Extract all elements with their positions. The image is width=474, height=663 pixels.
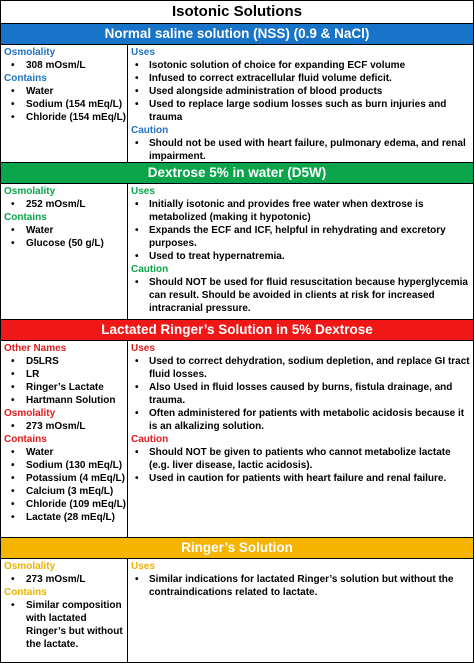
label-contains: Contains (4, 73, 47, 84)
list-item: • 273 mOsm/L (4, 420, 127, 433)
label-osmolality: Osmolality (4, 186, 56, 197)
label-contains: Contains (4, 434, 47, 445)
other-names-list (4, 355, 127, 407)
label-caution: Caution (131, 125, 169, 136)
osmolality-list (4, 420, 127, 433)
right-column (128, 341, 473, 537)
label-osmolality: Osmolality (4, 408, 56, 419)
label-uses: Uses (131, 343, 155, 354)
list-item: • Similar composition with lactated Ringer’s but without the lactate. (4, 599, 127, 651)
list-item: • Used alongside administration of blood products (131, 85, 470, 98)
right-column (128, 45, 473, 162)
list-item: • LR (4, 368, 127, 381)
list-item: • Isotonic solution of choice for expanding ECF volume (131, 59, 470, 72)
list-item: • Ringer’s Lactate (4, 381, 127, 394)
label-osmolality: Osmolality (4, 561, 56, 572)
label-uses: Uses (131, 47, 155, 58)
label-caution: Caution (131, 264, 169, 275)
list-item: • Used in caution for patients with heart failure and renal failure. (131, 472, 470, 485)
caution-list (131, 446, 470, 485)
section-body-d5lrs (1, 341, 473, 538)
right-column (128, 559, 473, 662)
label-caution: Caution (131, 434, 169, 445)
right-column (128, 184, 473, 319)
list-item: • Chloride (154 mEq/L) (4, 111, 127, 124)
caution-list (131, 137, 470, 163)
left-column (1, 559, 128, 662)
uses-list (131, 198, 470, 263)
document-title: Isotonic Solutions (1, 1, 473, 24)
list-item: • Water (4, 446, 127, 459)
osmolality-list (4, 573, 127, 586)
list-item: • Also Used in fluid losses caused by burns, fistula drainage, and trauma. (131, 381, 470, 407)
label-uses: Uses (131, 186, 155, 197)
label-osmolality: Osmolality (4, 47, 56, 58)
list-item: • Should not be used with heart failure, pulmonary edema, and renal impairment. (131, 137, 470, 163)
list-item: • 308 mOsm/L (4, 59, 127, 72)
list-item: • Infused to correct extracellular fluid volume deficit. (131, 72, 470, 85)
section-body-nss (1, 45, 473, 163)
contains-list (4, 224, 127, 250)
left-column (1, 184, 128, 319)
list-item: • Similar indications for lactated Ringer’s solution but without the contraindications related to lactate. (131, 573, 470, 599)
list-item: • Expands the ECF and ICF, helpful in rehydrating and excretory purposes. (131, 224, 470, 250)
label-uses: Uses (131, 561, 155, 572)
section-body-d5w (1, 184, 473, 320)
contains-list (4, 446, 127, 524)
section-header-ringers: Ringer’s Solution (1, 538, 473, 559)
list-item: • Hartmann Solution (4, 394, 127, 407)
list-item: • Calcium (3 mEq/L) (4, 485, 127, 498)
list-item: • Water (4, 85, 127, 98)
list-item: • 252 mOsm/L (4, 198, 127, 211)
section-header-d5lrs: Lactated Ringer’s Solution in 5% Dextrose (1, 320, 473, 341)
list-item: • D5LRS (4, 355, 127, 368)
section-header-nss: Normal saline solution (NSS) (0.9 & NaCl) (1, 24, 473, 45)
list-item: • Sodium (130 mEq/L) (4, 459, 127, 472)
caution-list (131, 276, 470, 315)
list-item: • Chloride (109 mEq/L) (4, 498, 127, 511)
uses-list (131, 355, 470, 433)
list-item: • Potassium (4 mEq/L) (4, 472, 127, 485)
list-item: • Should NOT be given to patients who cannot metabolize lactate (e.g. liver disease, lactic acidosis). (131, 446, 470, 472)
list-item: • Used to correct dehydration, sodium depletion, and replace GI tract fluid losses. (131, 355, 470, 381)
osmolality-list (4, 198, 127, 211)
list-item: • Initially isotonic and provides free water when dextrose is metabolized (making it hypotonic) (131, 198, 470, 224)
label-contains: Contains (4, 587, 47, 598)
left-column (1, 341, 128, 537)
label-contains: Contains (4, 212, 47, 223)
section-header-d5w: Dextrose 5% in water (D5W) (1, 163, 473, 184)
list-item: • Often administered for patients with metabolic acidosis because it is an alkalizing solution. (131, 407, 470, 433)
list-item: • Used to replace large sodium losses such as burn injuries and trauma (131, 98, 470, 124)
list-item: • Sodium (154 mEq/L) (4, 98, 127, 111)
left-column (1, 45, 128, 162)
list-item: • Glucose (50 g/L) (4, 237, 127, 250)
list-item: • Used to treat hypernatremia. (131, 250, 470, 263)
osmolality-list (4, 59, 127, 72)
label-other-names: Other Names (4, 343, 67, 354)
uses-list (131, 59, 470, 124)
section-body-ringers (1, 559, 473, 662)
list-item: • Lactate (28 mEq/L) (4, 511, 127, 524)
contains-list (4, 599, 127, 651)
list-item: • 273 mOsm/L (4, 573, 127, 586)
list-item: • Should NOT be used for fluid resuscitation because hyperglycemia can result. Should be avoided in clients at risk for increased intracranial pressure. (131, 276, 470, 315)
contains-list (4, 85, 127, 124)
uses-list (131, 573, 470, 599)
list-item: • Water (4, 224, 127, 237)
